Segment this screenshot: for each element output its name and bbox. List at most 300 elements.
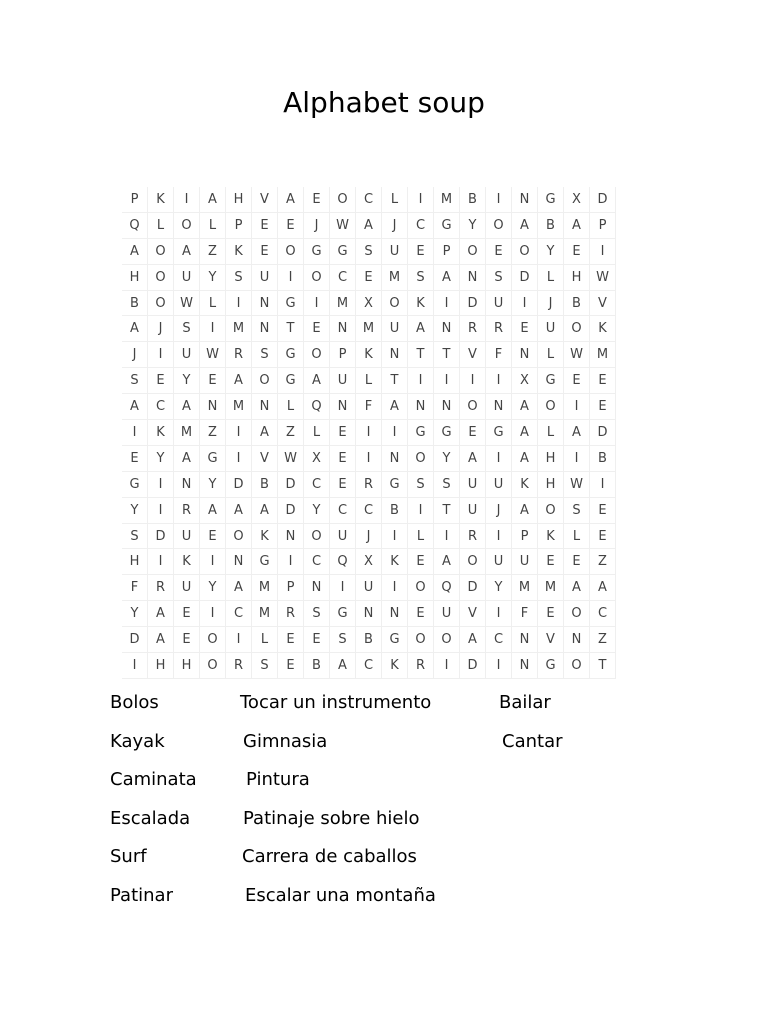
grid-letter: F: [486, 342, 512, 368]
grid-letter: S: [486, 265, 512, 291]
grid-letter: N: [226, 549, 252, 575]
grid-letter: S: [122, 368, 148, 394]
grid-letter: O: [460, 239, 486, 265]
grid-letter: I: [460, 368, 486, 394]
grid-letter: M: [330, 291, 356, 317]
grid-letter: L: [564, 524, 590, 550]
grid-letter: M: [382, 265, 408, 291]
grid-letter: A: [148, 601, 174, 627]
grid-letter: T: [408, 342, 434, 368]
grid-letter: K: [382, 549, 408, 575]
word-item: Kayak: [110, 731, 165, 752]
grid-letter: I: [148, 549, 174, 575]
grid-letter: Y: [200, 472, 226, 498]
grid-letter: G: [278, 342, 304, 368]
grid-letter: K: [226, 239, 252, 265]
grid-letter: K: [382, 653, 408, 679]
grid-letter: N: [434, 316, 460, 342]
grid-letter: G: [278, 291, 304, 317]
grid-letter: H: [148, 653, 174, 679]
grid-letter: W: [174, 291, 200, 317]
grid-letter: A: [564, 213, 590, 239]
grid-letter: Y: [174, 368, 200, 394]
grid-letter: I: [356, 446, 382, 472]
grid-letter: C: [304, 549, 330, 575]
grid-letter: O: [148, 239, 174, 265]
grid-letter: R: [174, 498, 200, 524]
grid-letter: Q: [122, 213, 148, 239]
grid-letter: I: [200, 316, 226, 342]
grid-letter: D: [590, 187, 616, 213]
grid-letter: D: [148, 524, 174, 550]
grid-letter: T: [434, 498, 460, 524]
grid-letter: I: [330, 575, 356, 601]
grid-letter: D: [278, 498, 304, 524]
grid-letter: A: [590, 575, 616, 601]
grid-letter: I: [226, 420, 252, 446]
grid-letter: L: [408, 524, 434, 550]
grid-letter: P: [590, 213, 616, 239]
grid-letter: P: [512, 524, 538, 550]
grid-letter: A: [226, 498, 252, 524]
grid-letter: G: [122, 472, 148, 498]
grid-letter: A: [512, 394, 538, 420]
grid-letter: U: [486, 549, 512, 575]
grid-letter: O: [408, 575, 434, 601]
grid-letter: A: [200, 498, 226, 524]
grid-letter: L: [200, 291, 226, 317]
grid-letter: I: [434, 524, 460, 550]
grid-letter: G: [434, 420, 460, 446]
grid-letter: O: [564, 601, 590, 627]
grid-letter: V: [460, 342, 486, 368]
grid-letter: E: [486, 239, 512, 265]
grid-letter: E: [304, 627, 330, 653]
grid-letter: U: [512, 549, 538, 575]
grid-letter: M: [174, 420, 200, 446]
grid-letter: C: [148, 394, 174, 420]
grid-letter: Y: [122, 601, 148, 627]
grid-letter: A: [122, 239, 148, 265]
grid-letter: O: [200, 653, 226, 679]
grid-letter: P: [226, 213, 252, 239]
grid-letter: J: [538, 291, 564, 317]
grid-letter: T: [434, 342, 460, 368]
grid-letter: I: [278, 549, 304, 575]
grid-letter: R: [226, 342, 252, 368]
grid-letter: H: [174, 653, 200, 679]
grid-letter: D: [122, 627, 148, 653]
grid-letter: L: [538, 342, 564, 368]
grid-letter: E: [252, 239, 278, 265]
grid-letter: E: [564, 549, 590, 575]
grid-letter: S: [226, 265, 252, 291]
grid-letter: W: [590, 265, 616, 291]
grid-letter: I: [590, 472, 616, 498]
grid-letter: A: [252, 498, 278, 524]
grid-letter: I: [382, 420, 408, 446]
grid-letter: O: [538, 498, 564, 524]
grid-letter: E: [590, 498, 616, 524]
grid-letter: E: [278, 213, 304, 239]
grid-letter: E: [590, 368, 616, 394]
grid-letter: O: [538, 394, 564, 420]
grid-letter: K: [148, 420, 174, 446]
grid-letter: A: [330, 653, 356, 679]
grid-letter: A: [122, 316, 148, 342]
grid-letter: A: [434, 549, 460, 575]
grid-letter: S: [252, 653, 278, 679]
grid-letter: D: [512, 265, 538, 291]
grid-letter: S: [408, 265, 434, 291]
grid-letter: S: [304, 601, 330, 627]
grid-letter: I: [148, 342, 174, 368]
grid-letter: R: [278, 601, 304, 627]
grid-letter: S: [174, 316, 200, 342]
grid-letter: O: [512, 239, 538, 265]
grid-letter: G: [538, 187, 564, 213]
grid-letter: S: [408, 472, 434, 498]
grid-letter: U: [538, 316, 564, 342]
grid-letter: G: [382, 472, 408, 498]
grid-letter: I: [486, 368, 512, 394]
grid-letter: I: [434, 653, 460, 679]
grid-letter: O: [174, 213, 200, 239]
grid-letter: E: [590, 394, 616, 420]
grid-letter: K: [408, 291, 434, 317]
grid-letter: A: [356, 213, 382, 239]
grid-letter: Y: [304, 498, 330, 524]
grid-letter: B: [538, 213, 564, 239]
grid-letter: U: [460, 472, 486, 498]
grid-letter: Z: [590, 549, 616, 575]
grid-letter: O: [408, 627, 434, 653]
grid-letter: O: [330, 187, 356, 213]
grid-letter: I: [434, 291, 460, 317]
grid-letter: J: [148, 316, 174, 342]
grid-letter: O: [564, 653, 590, 679]
grid-letter: K: [174, 549, 200, 575]
grid-letter: W: [330, 213, 356, 239]
grid-letter: O: [226, 524, 252, 550]
grid-letter: Q: [330, 549, 356, 575]
grid-letter: M: [434, 187, 460, 213]
grid-letter: H: [226, 187, 252, 213]
grid-letter: C: [590, 601, 616, 627]
grid-letter: K: [252, 524, 278, 550]
grid-letter: O: [278, 239, 304, 265]
grid-letter: G: [200, 446, 226, 472]
grid-letter: J: [486, 498, 512, 524]
grid-letter: U: [486, 472, 512, 498]
grid-letter: A: [512, 498, 538, 524]
grid-letter: I: [408, 187, 434, 213]
grid-letter: J: [304, 213, 330, 239]
grid-letter: T: [590, 653, 616, 679]
grid-letter: X: [512, 368, 538, 394]
grid-letter: A: [148, 627, 174, 653]
grid-letter: C: [356, 187, 382, 213]
grid-letter: B: [564, 291, 590, 317]
grid-letter: E: [174, 627, 200, 653]
grid-letter: U: [486, 291, 512, 317]
grid-letter: E: [538, 601, 564, 627]
grid-letter: P: [278, 575, 304, 601]
grid-letter: F: [512, 601, 538, 627]
grid-letter: A: [252, 420, 278, 446]
grid-letter: L: [304, 420, 330, 446]
grid-letter: L: [278, 394, 304, 420]
grid-letter: R: [148, 575, 174, 601]
word-search-grid: [122, 187, 616, 679]
grid-letter: Y: [200, 265, 226, 291]
grid-letter: Z: [278, 420, 304, 446]
grid-letter: J: [122, 342, 148, 368]
grid-letter: B: [590, 446, 616, 472]
grid-letter: N: [460, 265, 486, 291]
grid-letter: E: [564, 368, 590, 394]
grid-letter: H: [122, 265, 148, 291]
grid-letter: T: [382, 368, 408, 394]
grid-letter: D: [278, 472, 304, 498]
grid-letter: E: [460, 420, 486, 446]
grid-letter: A: [200, 187, 226, 213]
grid-letter: E: [538, 549, 564, 575]
grid-letter: P: [434, 239, 460, 265]
grid-letter: E: [356, 265, 382, 291]
grid-letter: N: [434, 394, 460, 420]
grid-letter: I: [512, 291, 538, 317]
grid-letter: A: [278, 187, 304, 213]
grid-letter: X: [356, 549, 382, 575]
grid-letter: R: [460, 524, 486, 550]
grid-letter: I: [278, 265, 304, 291]
grid-letter: V: [252, 187, 278, 213]
grid-letter: M: [226, 394, 252, 420]
grid-letter: F: [122, 575, 148, 601]
grid-letter: U: [174, 342, 200, 368]
word-item: Escalar una montaña: [245, 885, 436, 906]
grid-letter: L: [538, 420, 564, 446]
grid-letter: Z: [200, 239, 226, 265]
grid-letter: G: [330, 601, 356, 627]
grid-letter: E: [590, 524, 616, 550]
grid-letter: O: [460, 394, 486, 420]
grid-letter: O: [252, 368, 278, 394]
grid-letter: N: [382, 342, 408, 368]
grid-letter: H: [564, 265, 590, 291]
grid-letter: H: [122, 549, 148, 575]
grid-letter: A: [226, 368, 252, 394]
grid-letter: S: [564, 498, 590, 524]
word-item: Gimnasia: [243, 731, 328, 752]
grid-letter: O: [304, 265, 330, 291]
grid-letter: A: [512, 446, 538, 472]
grid-letter: I: [148, 472, 174, 498]
grid-letter: N: [512, 653, 538, 679]
grid-letter: Y: [460, 213, 486, 239]
grid-letter: M: [252, 575, 278, 601]
grid-letter: N: [486, 394, 512, 420]
grid-letter: E: [330, 446, 356, 472]
word-item: Bolos: [110, 692, 159, 713]
grid-letter: U: [330, 524, 356, 550]
grid-letter: U: [356, 575, 382, 601]
grid-letter: Y: [434, 446, 460, 472]
grid-letter: N: [408, 394, 434, 420]
grid-letter: I: [226, 291, 252, 317]
grid-letter: N: [174, 472, 200, 498]
grid-letter: R: [408, 653, 434, 679]
grid-letter: U: [382, 316, 408, 342]
grid-letter: N: [564, 627, 590, 653]
grid-letter: A: [564, 575, 590, 601]
grid-letter: N: [330, 316, 356, 342]
grid-letter: I: [226, 627, 252, 653]
word-item: Patinar: [110, 885, 173, 906]
grid-letter: X: [564, 187, 590, 213]
grid-letter: O: [434, 627, 460, 653]
grid-letter: A: [512, 213, 538, 239]
grid-letter: N: [252, 394, 278, 420]
grid-letter: I: [434, 368, 460, 394]
grid-letter: E: [408, 549, 434, 575]
grid-letter: H: [538, 472, 564, 498]
grid-letter: U: [330, 368, 356, 394]
grid-letter: L: [356, 368, 382, 394]
grid-letter: I: [200, 549, 226, 575]
grid-letter: M: [538, 575, 564, 601]
grid-letter: X: [304, 446, 330, 472]
grid-letter: I: [408, 498, 434, 524]
grid-letter: C: [486, 627, 512, 653]
grid-letter: M: [356, 316, 382, 342]
grid-letter: I: [590, 239, 616, 265]
grid-letter: N: [512, 342, 538, 368]
grid-letter: N: [304, 575, 330, 601]
grid-letter: T: [278, 316, 304, 342]
grid-letter: K: [356, 342, 382, 368]
grid-letter: E: [278, 627, 304, 653]
grid-letter: M: [512, 575, 538, 601]
grid-letter: G: [382, 627, 408, 653]
grid-letter: O: [148, 291, 174, 317]
grid-letter: I: [382, 575, 408, 601]
grid-letter: G: [486, 420, 512, 446]
grid-letter: S: [252, 342, 278, 368]
grid-letter: O: [564, 316, 590, 342]
grid-letter: E: [252, 213, 278, 239]
grid-letter: J: [356, 524, 382, 550]
grid-letter: U: [252, 265, 278, 291]
grid-letter: I: [382, 524, 408, 550]
grid-letter: A: [460, 446, 486, 472]
grid-letter: G: [252, 549, 278, 575]
grid-letter: I: [486, 601, 512, 627]
grid-letter: N: [330, 394, 356, 420]
grid-letter: D: [590, 420, 616, 446]
grid-letter: G: [278, 368, 304, 394]
grid-letter: O: [304, 524, 330, 550]
grid-letter: J: [382, 213, 408, 239]
grid-letter: G: [330, 239, 356, 265]
grid-letter: S: [330, 627, 356, 653]
grid-letter: C: [226, 601, 252, 627]
grid-letter: I: [356, 420, 382, 446]
grid-letter: I: [408, 368, 434, 394]
grid-letter: G: [538, 653, 564, 679]
grid-letter: W: [564, 472, 590, 498]
grid-letter: V: [590, 291, 616, 317]
grid-letter: L: [382, 187, 408, 213]
grid-letter: I: [174, 187, 200, 213]
grid-letter: U: [382, 239, 408, 265]
grid-letter: S: [122, 524, 148, 550]
grid-letter: R: [486, 316, 512, 342]
grid-letter: A: [122, 394, 148, 420]
grid-letter: U: [434, 601, 460, 627]
grid-letter: E: [174, 601, 200, 627]
grid-letter: B: [252, 472, 278, 498]
grid-letter: E: [122, 446, 148, 472]
grid-letter: E: [512, 316, 538, 342]
grid-letter: I: [486, 653, 512, 679]
grid-letter: Q: [434, 575, 460, 601]
grid-letter: U: [174, 524, 200, 550]
grid-letter: A: [460, 627, 486, 653]
grid-letter: E: [304, 316, 330, 342]
grid-letter: C: [330, 265, 356, 291]
grid-letter: P: [122, 187, 148, 213]
grid-letter: L: [252, 627, 278, 653]
grid-letter: R: [356, 472, 382, 498]
grid-letter: I: [304, 291, 330, 317]
grid-letter: U: [174, 265, 200, 291]
grid-letter: C: [356, 498, 382, 524]
grid-letter: E: [148, 368, 174, 394]
grid-letter: N: [252, 316, 278, 342]
page-title: Alphabet soup: [283, 86, 485, 119]
grid-letter: S: [434, 472, 460, 498]
grid-letter: E: [304, 187, 330, 213]
grid-letter: W: [200, 342, 226, 368]
grid-letter: E: [408, 239, 434, 265]
grid-letter: K: [148, 187, 174, 213]
grid-letter: V: [252, 446, 278, 472]
grid-letter: L: [200, 213, 226, 239]
grid-letter: I: [486, 524, 512, 550]
grid-letter: A: [512, 420, 538, 446]
grid-letter: U: [174, 575, 200, 601]
grid-letter: V: [538, 627, 564, 653]
grid-letter: N: [356, 601, 382, 627]
grid-letter: O: [460, 549, 486, 575]
grid-letter: O: [200, 627, 226, 653]
grid-letter: R: [460, 316, 486, 342]
grid-letter: N: [278, 524, 304, 550]
grid-letter: G: [304, 239, 330, 265]
grid-letter: D: [460, 653, 486, 679]
grid-letter: D: [460, 291, 486, 317]
grid-letter: L: [538, 265, 564, 291]
grid-letter: O: [148, 265, 174, 291]
word-item: Carrera de caballos: [242, 846, 417, 867]
grid-letter: E: [278, 653, 304, 679]
grid-letter: M: [252, 601, 278, 627]
grid-letter: A: [174, 394, 200, 420]
grid-letter: B: [382, 498, 408, 524]
grid-letter: K: [512, 472, 538, 498]
